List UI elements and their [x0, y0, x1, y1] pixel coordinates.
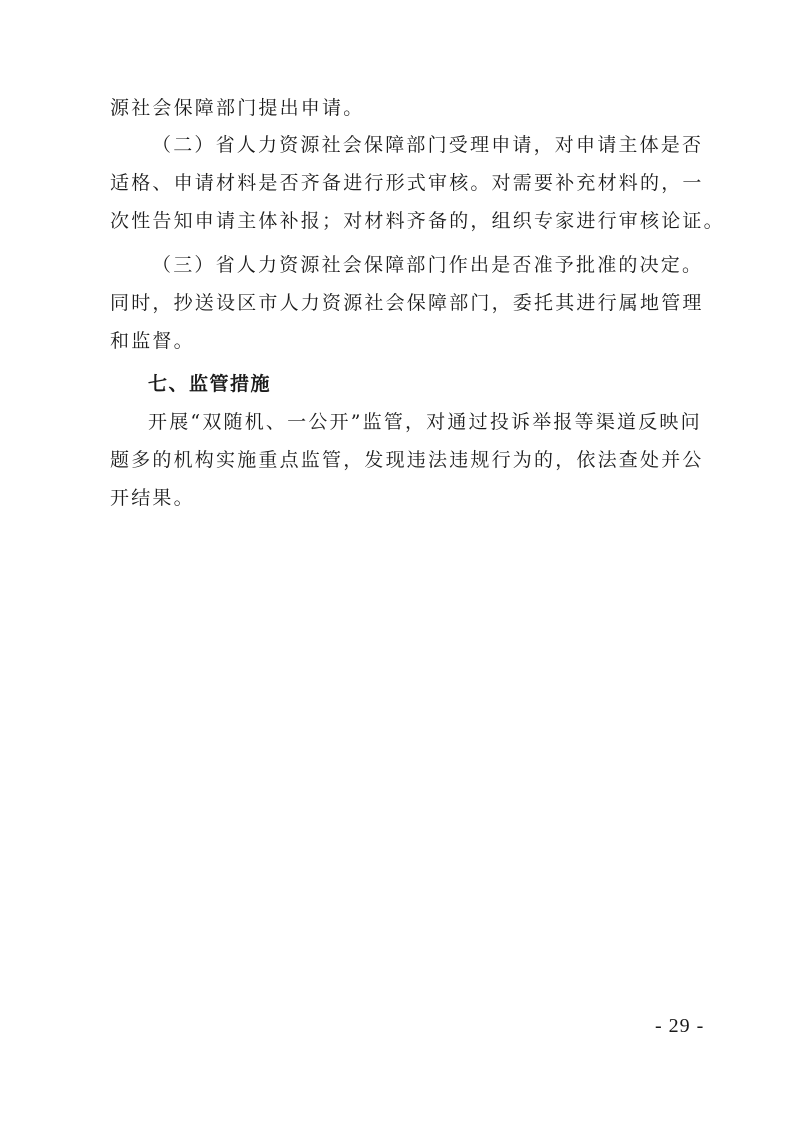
- body-text-line: 次性告知申请主体补报；对材料齐备的，组织专家进行审核论证。: [110, 210, 725, 232]
- body-text-line: 和监督。: [110, 330, 195, 352]
- body-text-line: 题多的机构实施重点监管，发现违法违规行为的，依法查处并公: [110, 449, 704, 471]
- body-text-line: 源社会保障部门提出申请。: [110, 97, 365, 119]
- page-number: - 29 -: [655, 1015, 705, 1037]
- body-text-line: 同时，抄送设区市人力资源社会保障部门，委托其进行属地管理: [110, 292, 704, 314]
- body-text-line: （二）省人力资源社会保障部门受理申请，对申请主体是否: [152, 134, 704, 156]
- body-text-line: 开结果。: [110, 487, 195, 509]
- body-text-line: （三）省人力资源社会保障部门作出是否准予批准的决定。: [152, 254, 704, 276]
- body-text-line: 适格、申请材料是否齐备进行形式审核。对需要补充材料的，一: [110, 172, 704, 194]
- body-text-line: 开展“双随机、一公开”监管，对通过投诉举报等渠道反映问: [148, 411, 702, 433]
- section-heading: 七、监管措施: [148, 373, 272, 395]
